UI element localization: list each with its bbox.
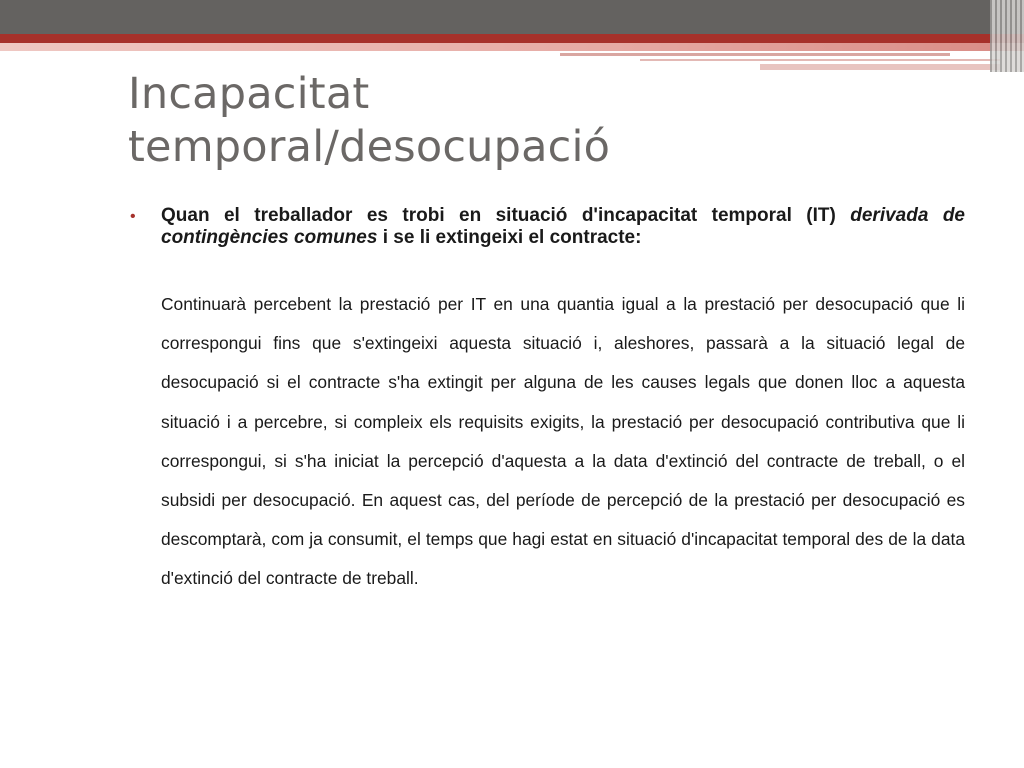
header-band-dark [0,0,1024,34]
bullet-lead-text [161,205,965,249]
lead-text-part-1: Quan el treballador es trobi en situació d'incapacitat temporal (IT) [161,205,836,226]
header-accent-line [560,53,950,56]
header-band-pink [0,43,1024,51]
lead-text-italic: derivada de contingències comunes [161,205,965,248]
body-paragraph: Continuarà percebent la prestació per IT en una quantia igual a la prestació per desocupació que li correspongui fins que s'extingeixi aquesta situació i, aleshores, passarà a la situació legal de desocupació si el contracte s'ha extingit per alguna de les causes legals que donen lloc a aquesta situació i a percebre, si compleix els requisits exigits, la prestació per desocupació contributiva que li correspongui, si s'ha iniciat la percepció d'aquesta a la data d'extinció del contracte de treball, o el subsidi per desocupació. En aquest cas, del període de percepció de la prestació per desocupació es descomptarà, com ja consumit, el temps que hagi estat en situació d'incapacitat temporal des de la data d'extinció del contracte de treball. [161,294,965,589]
lead-text-part-2: i se li extingeixi el contracte: [382,227,642,248]
slide-title [128,68,988,174]
header-stripes-decoration [990,0,1024,72]
slide-title-line-1: Incapacitat [128,69,370,119]
slide-title-line-2: temporal/desocupació [128,122,611,172]
header-accent-line [640,59,1000,61]
bullet-item [130,205,965,249]
bullet-dot-icon: • [130,208,136,225]
header-band-red [0,34,1024,43]
slide-content [130,205,965,599]
